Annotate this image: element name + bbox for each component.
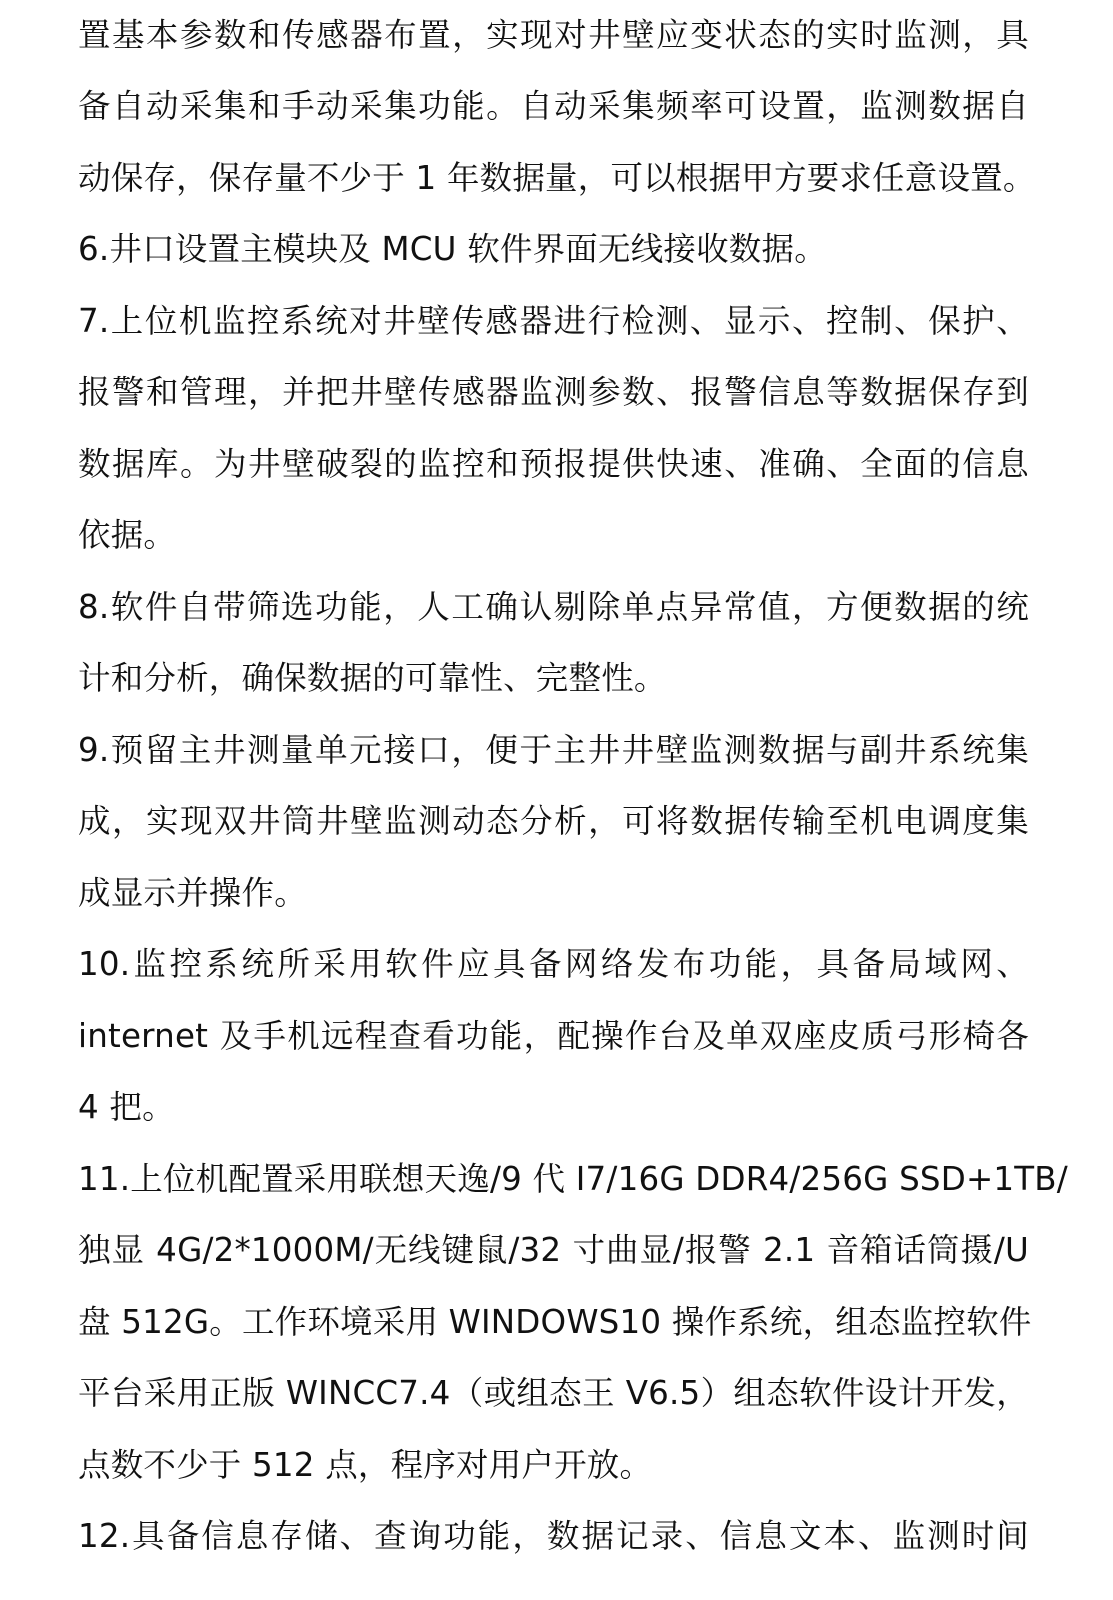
text-line: 备自动采集和手动采集功能。自动采集频率可设置，监测数据自 — [78, 87, 1029, 125]
text-line: 独显 4G/2*1000M/无线键鼠/32 寸曲显/报警 2.1 音箱话筒摄/U — [78, 1231, 1029, 1269]
text-line: 点数不少于 512 点，程序对用户开放。 — [78, 1446, 653, 1484]
text-line: 7.上位机监控系统对井壁传感器进行检测、显示、控制、保护、 — [78, 302, 1029, 340]
text-line: 成显示并操作。 — [78, 874, 307, 912]
text-line: 数据库。为井壁破裂的监控和预报提供快速、准确、全面的信息 — [78, 445, 1029, 483]
text-line: 11.上位机配置采用联想天逸/9 代 I7/16G DDR4/256G SSD+1TB/ — [78, 1160, 1068, 1198]
text-line: internet 及手机远程查看功能，配操作台及单双座皮质弓形椅各 — [78, 1017, 1029, 1055]
text-line: 4 把。 — [78, 1088, 175, 1126]
text-line: 盘 512G。工作环境采用 WINDOWS10 操作系统，组态监控软件 — [78, 1303, 1032, 1341]
text-line: 8.软件自带筛选功能，人工确认剔除单点异常值，方便数据的统 — [78, 588, 1029, 626]
text-line: 6.井口设置主模块及 MCU 软件界面无线接收数据。 — [78, 230, 827, 268]
text-line: 动保存，保存量不少于 1 年数据量，可以根据甲方要求任意设置。 — [78, 159, 1036, 197]
text-line: 依据。 — [78, 516, 177, 554]
text-line: 12.具备信息存储、查询功能，数据记录、信息文本、监测时间 — [78, 1517, 1029, 1555]
text-line: 计和分析，确保数据的可靠性、完整性。 — [78, 659, 667, 697]
text-line: 置基本参数和传感器布置，实现对井壁应变状态的实时监测，具 — [78, 16, 1029, 54]
text-line: 9.预留主井测量单元接口，便于主井井壁监测数据与副井系统集 — [78, 731, 1029, 769]
text-line: 报警和管理，并把井壁传感器监测参数、报警信息等数据保存到 — [78, 373, 1029, 411]
text-line: 成，实现双井筒井壁监测动态分析，可将数据传输至机电调度集 — [78, 802, 1029, 840]
text-line: 10.监控系统所采用软件应具备网络发布功能，具备局域网、 — [78, 945, 1029, 983]
text-line: 平台采用正版 WINCC7.4（或组态王 V6.5）组态软件设计开发， — [78, 1374, 1029, 1412]
